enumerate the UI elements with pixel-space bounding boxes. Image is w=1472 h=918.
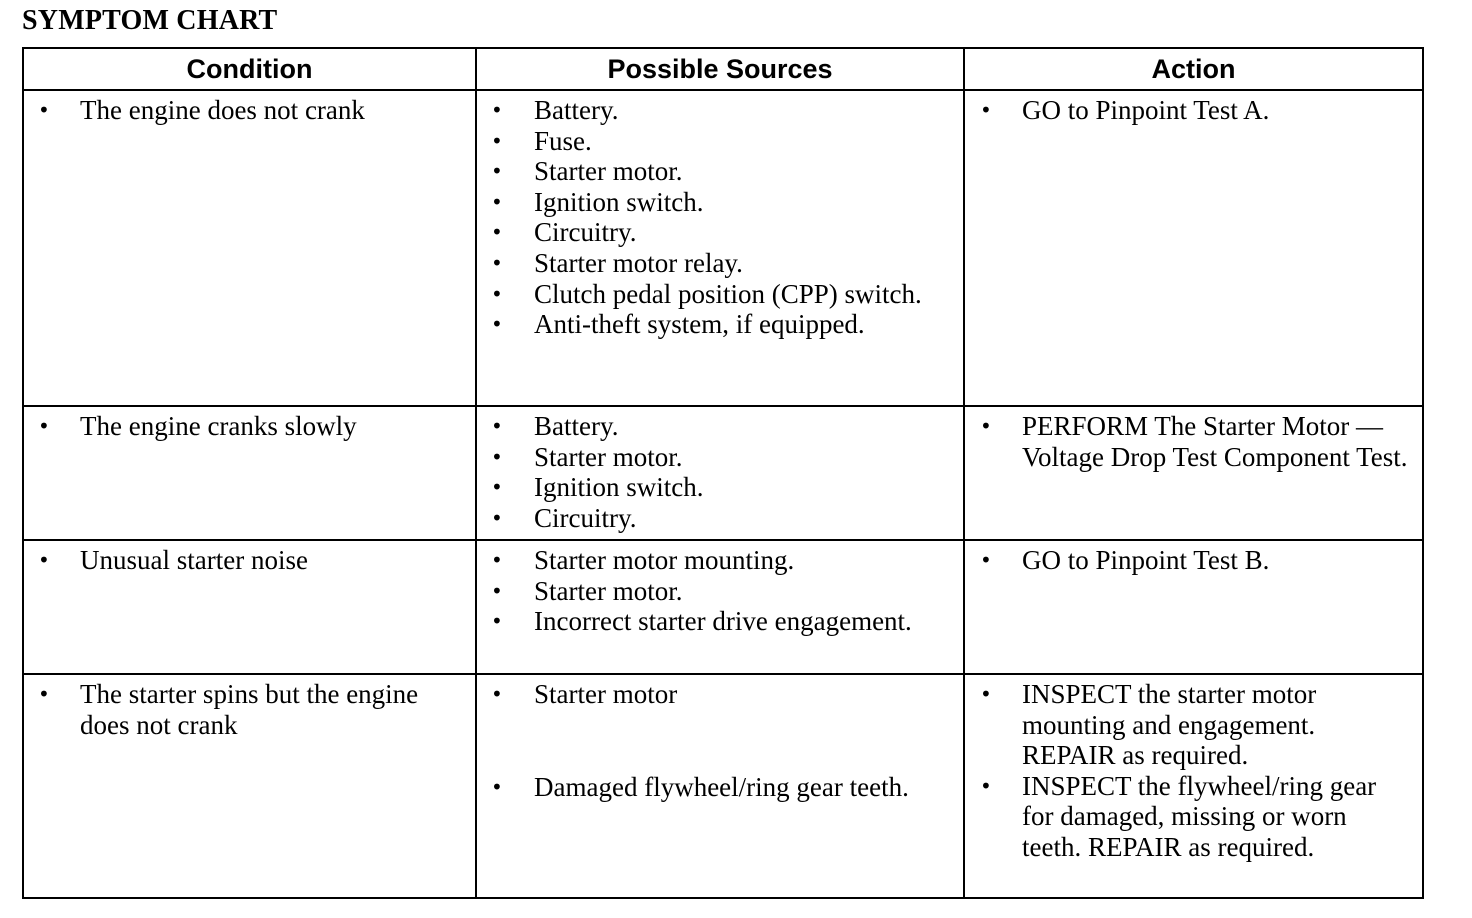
item-text: PERFORM The Starter Motor — Voltage Drop Test Component Test.: [1022, 411, 1408, 472]
list-item: [477, 442, 963, 473]
list-item: [477, 545, 963, 576]
item-text: Unusual starter noise: [80, 545, 308, 575]
bullet-icon: •: [491, 312, 503, 337]
list-item: [477, 679, 963, 710]
list-item: [965, 95, 1422, 126]
bullet-icon: •: [980, 414, 992, 438]
item-text: Fuse.: [534, 125, 592, 156]
condition-cell: [23, 540, 476, 674]
list-item: [477, 279, 963, 310]
item-text: The starter spins but the engine does not crank: [80, 679, 419, 740]
list-item: [477, 606, 963, 637]
bullet-icon: •: [491, 159, 503, 184]
item-text: Clutch pedal position (CPP) switch.: [534, 278, 922, 309]
item-text: Starter motor: [534, 679, 678, 709]
condition-header: Condition: [23, 48, 476, 90]
bullet-icon: •: [38, 98, 50, 122]
item-text: Damaged flywheel/ring gear teeth.: [534, 771, 909, 802]
page-title: SYMPTOM CHART: [22, 5, 278, 36]
list-item: [477, 503, 963, 534]
bullet-icon: •: [491, 220, 503, 245]
bullet-icon: •: [491, 98, 503, 122]
bullet-icon: •: [491, 548, 503, 572]
item-text: GO to Pinpoint Test A.: [1022, 95, 1270, 125]
bullet-icon: •: [491, 444, 503, 469]
sources-cell: [476, 674, 964, 898]
action-cell: [964, 90, 1423, 406]
item-text: Starter motor.: [534, 575, 683, 606]
item-text: Incorrect starter drive engagement.: [534, 606, 912, 637]
list-item: [477, 217, 963, 248]
list-item: [965, 411, 1422, 472]
bullet-icon: •: [38, 682, 50, 706]
list-item: [24, 411, 475, 442]
table-row: [23, 540, 1423, 674]
bullet-icon: •: [491, 281, 503, 306]
bullet-icon: •: [491, 774, 503, 799]
item-text: Starter motor.: [534, 156, 683, 187]
header-row: [23, 48, 1423, 90]
bullet-icon: •: [491, 250, 503, 275]
list-item: [477, 309, 963, 340]
condition-cell: [23, 90, 476, 406]
item-text: INSPECT the starter motor mounting and engagement. REPAIR as required.: [1022, 679, 1317, 771]
bullet-icon: •: [980, 548, 992, 572]
sources-header: Possible Sources: [476, 48, 964, 90]
item-text: Circuitry.: [534, 217, 637, 248]
bullet-icon: •: [980, 682, 992, 706]
list-item: [24, 95, 475, 126]
bullet-icon: •: [491, 609, 503, 634]
item-text: Starter motor relay.: [534, 247, 743, 278]
item-text: GO to Pinpoint Test B.: [1022, 545, 1270, 575]
bullet-icon: •: [491, 682, 503, 706]
item-text: Anti-theft system, if equipped.: [534, 309, 865, 340]
list-item: [24, 545, 475, 576]
bullet-icon: •: [491, 189, 503, 214]
list-item: [477, 156, 963, 187]
list-item: [24, 679, 475, 740]
list-item: [477, 576, 963, 607]
bullet-icon: •: [491, 414, 503, 438]
sources-cell: [476, 540, 964, 674]
bullet-icon: •: [980, 98, 992, 122]
sources-cell: [476, 406, 964, 540]
action-cell: [964, 674, 1423, 898]
bullet-icon: •: [491, 505, 503, 530]
sources-cell: [476, 90, 964, 406]
bullet-icon: •: [980, 773, 992, 798]
list-item: [477, 95, 963, 126]
item-text: Battery.: [534, 95, 619, 125]
item-text: The engine does not crank: [80, 95, 365, 125]
condition-cell: [23, 674, 476, 898]
symptom-table: [22, 47, 1424, 899]
item-text: The engine cranks slowly: [80, 411, 357, 441]
bullet-icon: •: [491, 578, 503, 603]
item-text: Ignition switch.: [534, 472, 704, 503]
list-item: [477, 248, 963, 279]
list-item: [477, 126, 963, 157]
action-cell: [964, 406, 1423, 540]
bullet-icon: •: [38, 414, 50, 438]
bullet-icon: •: [491, 128, 503, 153]
list-item: [477, 187, 963, 218]
item-text: Battery.: [534, 411, 619, 441]
condition-cell: [23, 406, 476, 540]
bullet-icon: •: [491, 475, 503, 500]
item-text: Starter motor mounting.: [534, 545, 795, 575]
list-item: [477, 472, 963, 503]
table-row: [23, 406, 1423, 540]
item-text: Circuitry.: [534, 502, 637, 533]
bullet-icon: •: [38, 548, 50, 572]
table-row: [23, 674, 1423, 898]
item-text: INSPECT the flywheel/ring gear for damaged, missing or worn teeth. REPAIR as required.: [1022, 770, 1377, 862]
item-text: Starter motor.: [534, 441, 683, 472]
list-item: [477, 411, 963, 442]
action-header: Action: [964, 48, 1423, 90]
table-row: [23, 90, 1423, 406]
list-item: [965, 545, 1422, 576]
list-item: [965, 679, 1422, 771]
list-item: [477, 772, 963, 803]
action-cell: [964, 540, 1423, 674]
item-text: Ignition switch.: [534, 186, 704, 217]
list-item: [965, 771, 1422, 863]
